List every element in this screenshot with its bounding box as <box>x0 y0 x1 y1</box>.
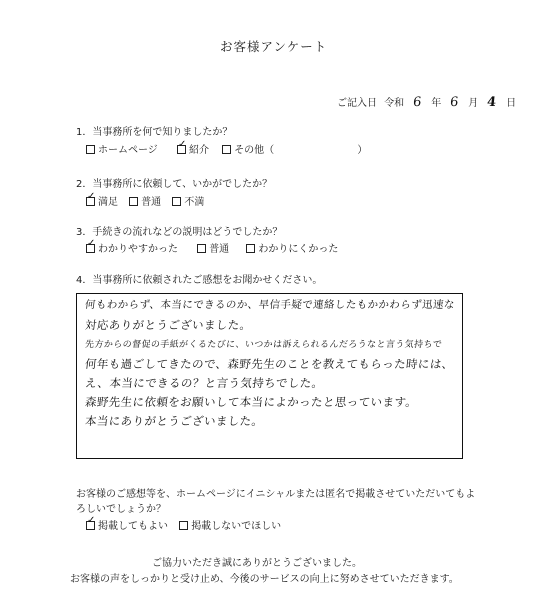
date-label: ご記入日 <box>337 98 377 109</box>
q3-question: 3．手続きの流れなどの説明はどうでしたか？ <box>76 227 283 238</box>
answer-line: え、本当にできるの？と言う気持ちでした。 <box>84 376 325 390</box>
q2-question: 2．当事務所に依頼して、いかがでしたか？ <box>76 179 273 190</box>
footer-thanks: ご協力いただき誠にありがとうございました。 <box>152 558 362 569</box>
publish-question-line1: お客様のご感想等を、ホームページにイニシャルまたは匿名で掲載させていただいてもよ <box>76 489 476 500</box>
answer-line: 何年も過ごしてきたので、森野先生のことを教えてもらった時には、 <box>84 357 455 371</box>
checkbox-icon[interactable] <box>172 197 181 206</box>
publish-options <box>86 515 282 533</box>
q1-options <box>86 139 368 157</box>
checkbox-checked-icon[interactable]: ✓ <box>86 521 95 530</box>
date-line <box>337 96 516 110</box>
answer-line: 対応ありがとうございました。 <box>84 318 253 332</box>
date-month: 6 <box>449 95 460 110</box>
checkbox-icon[interactable] <box>86 145 95 154</box>
q1-other-close-paren: ） <box>357 145 368 156</box>
q1-option-label: その他（ <box>234 145 275 156</box>
q2-option-label: 普通 <box>141 197 162 208</box>
q3-option-label: わかりやすかった <box>98 244 178 255</box>
checkbox-icon[interactable] <box>129 197 138 206</box>
q3-option-normal[interactable] <box>197 244 232 255</box>
q4-question: 4．当事務所に依頼されたご感想をお聞かせください。 <box>76 275 323 286</box>
survey-title: お客様アンケート <box>220 39 328 54</box>
date-year-unit: 年 <box>431 98 442 109</box>
q2-options <box>86 191 205 209</box>
q2-option-label: 不満 <box>184 197 205 208</box>
checkbox-icon[interactable] <box>197 244 206 253</box>
publish-option-label: 掲載しないでほしい <box>191 521 282 532</box>
q2-option-dissatisfied[interactable] <box>172 197 204 208</box>
checkbox-icon[interactable] <box>222 145 231 154</box>
q3-option-easy[interactable] <box>86 238 181 255</box>
publish-option-label: 掲載してもよい <box>98 521 168 532</box>
date-day-unit: 日 <box>506 98 517 109</box>
q3-option-hard[interactable] <box>246 244 338 255</box>
q1-option-other[interactable] <box>222 145 277 156</box>
q1-option-referral[interactable] <box>177 139 212 156</box>
q3-option-label: わかりにくかった <box>258 244 339 255</box>
checkbox-icon[interactable] <box>179 521 188 530</box>
answer-line: 先方からの督促の手紙がくるたびに、いつかは訴えられるんだろうなと言う気持ちで <box>84 340 443 350</box>
checkbox-checked-icon[interactable]: ✓ <box>86 197 95 206</box>
checkbox-checked-icon[interactable]: ✓ <box>86 244 95 253</box>
q1-option-label: ホームページ <box>98 145 158 156</box>
date-year: 6 <box>412 95 423 110</box>
date-month-unit: 月 <box>468 98 479 109</box>
q1-option-homepage[interactable] <box>86 145 161 156</box>
publish-question-line2: ろしいでしょうか？ <box>76 504 166 515</box>
q1-question: 1．当事務所を何で知りましたか？ <box>76 127 233 138</box>
publish-option-allow[interactable] <box>86 515 171 532</box>
answer-line: 何もわからず、本当にできるのか、早信手疑で連絡したもかかわらず迅速な <box>84 299 456 311</box>
date-era: 令和 <box>384 98 405 109</box>
q3-options <box>86 238 339 256</box>
answer-line: 森野先生に依頼をお願いして本当によかったと思っています。 <box>84 395 419 409</box>
answer-line: 本当にありがとうございました。 <box>84 414 265 428</box>
q2-option-label: 満足 <box>98 197 118 208</box>
footer-commitment: お客様の声をしっかりと受け止め、今後のサービスの向上に努めさせていただきます。 <box>70 574 459 585</box>
q3-option-label: 普通 <box>209 244 230 255</box>
checkbox-icon[interactable] <box>246 244 255 253</box>
q4-answer-box[interactable] <box>76 293 463 459</box>
publish-option-deny[interactable] <box>179 521 281 532</box>
q2-option-satisfied[interactable] <box>86 191 121 208</box>
checkbox-checked-icon[interactable]: ✓ <box>177 145 186 154</box>
date-day: 4 <box>486 95 498 110</box>
q1-option-label: 紹介 <box>189 145 209 156</box>
q2-option-normal[interactable] <box>129 197 164 208</box>
